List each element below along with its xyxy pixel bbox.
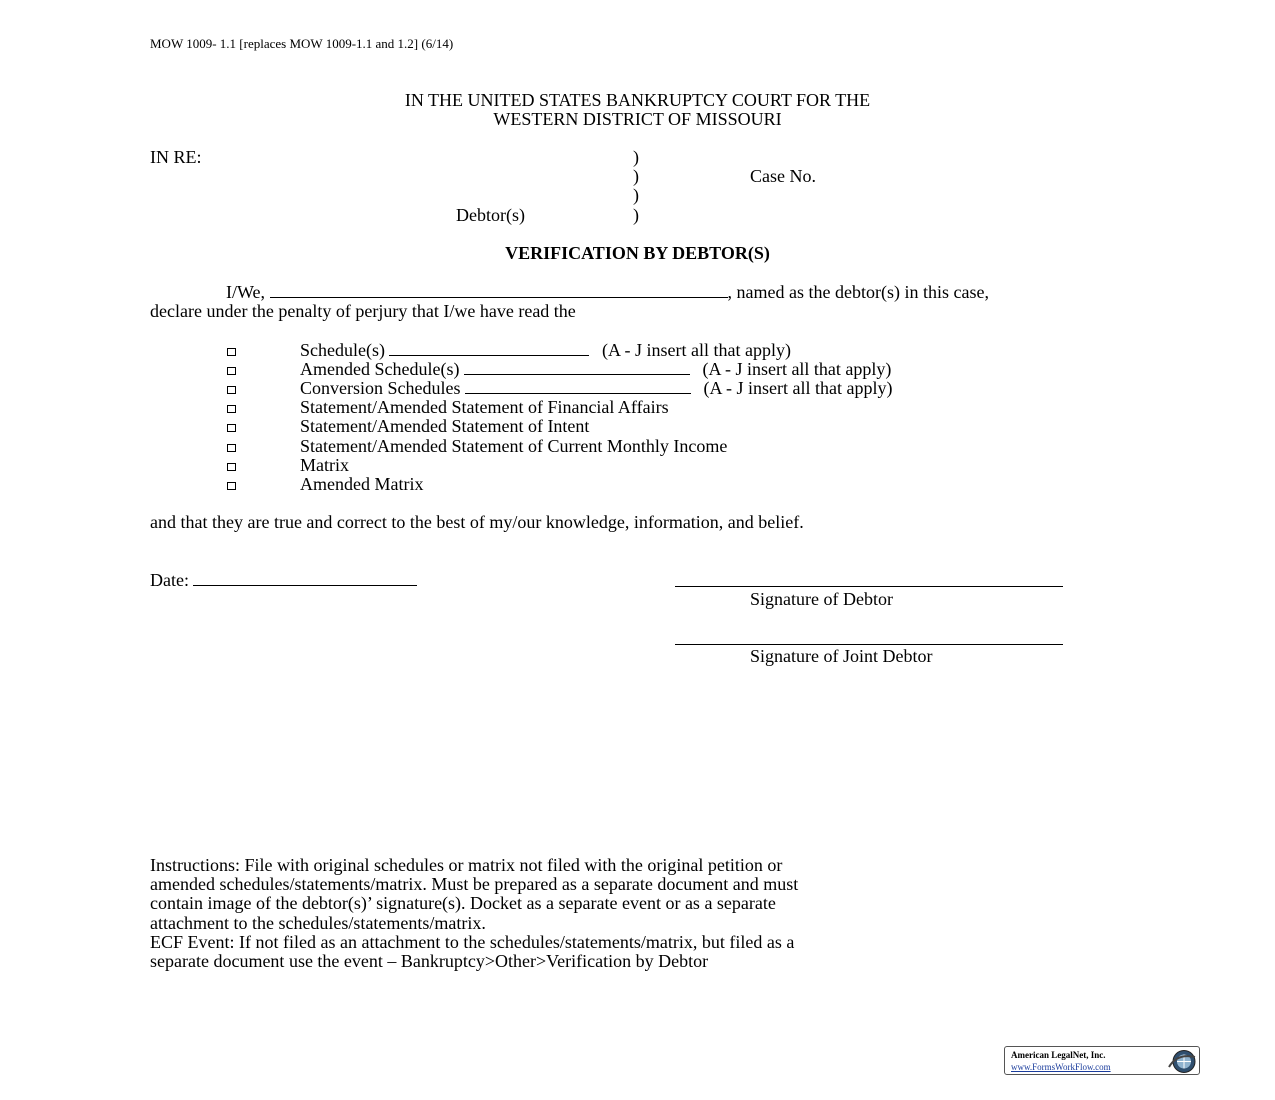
debtor-signature-label: Signature of Debtor — [750, 589, 893, 609]
instructions-line: attachment to the schedules/statements/matrix. — [150, 912, 486, 933]
document-title: VERIFICATION BY DEBTOR(S) — [505, 243, 770, 263]
case-number-label: Case No. — [750, 166, 816, 186]
item-statement-intent: Statement/Amended Statement of Intent — [300, 416, 590, 436]
joint-debtor-signature-label: Signature of Joint Debtor — [750, 646, 933, 666]
item-matrix: Matrix — [300, 455, 349, 475]
caption-paren: ) — [633, 205, 639, 225]
item-monthly-income: Statement/Amended Statement of Current Monthly Income — [300, 436, 728, 456]
instructions — [150, 856, 1110, 971]
checkbox-financial-affairs[interactable] — [227, 405, 236, 413]
item-financial-affairs: Statement/Amended Statement of Financial Affairs — [300, 397, 669, 417]
globe-logo-icon — [1165, 1049, 1199, 1074]
item-note: (A - J insert all that apply) — [601, 340, 791, 360]
item-label: Amended Schedule(s) — [300, 359, 460, 379]
checkbox-matrix[interactable] — [227, 463, 236, 471]
debtor-name-blank[interactable] — [270, 283, 728, 298]
instructions-line: ECF Event: If not filed as an attachment to the schedules/statements/matrix, but filed as a — [150, 931, 795, 952]
date-row — [150, 570, 417, 591]
badge-url-link[interactable]: www.FormsWorkFlow.com — [1011, 1062, 1111, 1072]
date-label: Date: — [150, 570, 189, 590]
debtors-label: Debtor(s) — [456, 205, 525, 225]
instructions-line: contain image of the debtor(s)’ signature(s). Docket as a separate event or as a separate — [150, 893, 776, 914]
date-blank[interactable] — [193, 571, 417, 586]
legalnet-badge[interactable] — [1004, 1046, 1200, 1075]
item-schedules — [300, 340, 791, 361]
declaration-line2: declare under the penalty of perjury that I/we have read the — [150, 301, 576, 321]
court-title-line1: IN THE UNITED STATES BANKRUPTCY COURT FOR THE — [404, 90, 871, 110]
court-title-line2: WESTERN DISTRICT OF MISSOURI — [493, 109, 782, 129]
instructions-line: Instructions: File with original schedules or matrix not filed with the original petition or — [150, 855, 783, 875]
instructions-line: separate document use the event – Bankruptcy>Other>Verification by Debtor — [150, 951, 709, 972]
declaration-suffix: , named as the debtor(s) in this case, — [727, 282, 989, 302]
item-label: Schedule(s) — [300, 340, 385, 360]
caption-paren: ) — [633, 147, 639, 167]
instructions-line: amended schedules/statements/matrix. Must be prepared as a separate document and must — [150, 874, 799, 895]
checkbox-amended-schedules[interactable] — [227, 367, 236, 375]
badge-company-name: American LegalNet, Inc. — [1011, 1050, 1106, 1060]
caption-paren: ) — [633, 166, 639, 186]
checkbox-schedules[interactable] — [227, 348, 236, 356]
checkbox-monthly-income[interactable] — [227, 444, 236, 452]
schedules-blank[interactable] — [389, 341, 589, 356]
debtor-signature-line[interactable] — [675, 586, 1063, 587]
item-label: Conversion Schedules — [300, 378, 461, 398]
checkbox-statement-intent[interactable] — [227, 424, 236, 432]
joint-debtor-signature-line[interactable] — [675, 644, 1063, 645]
declaration-prefix: I/We, — [226, 282, 266, 302]
form-id: MOW 1009- 1.1 [replaces MOW 1009-1.1 and 1.2] (6/14) — [150, 36, 454, 51]
conversion-schedules-blank[interactable] — [465, 379, 691, 394]
checkbox-amended-matrix[interactable] — [227, 482, 236, 490]
item-conversion-schedules — [300, 378, 892, 399]
item-amended-schedules — [300, 359, 891, 380]
declaration-line1 — [226, 282, 989, 303]
item-note: (A - J insert all that apply) — [702, 359, 892, 379]
amended-schedules-blank[interactable] — [464, 360, 690, 375]
item-note: (A - J insert all that apply) — [703, 378, 893, 398]
in-re-label: IN RE: — [150, 147, 202, 167]
closing-statement: and that they are true and correct to the best of my/our knowledge, information, and belief. — [150, 512, 804, 532]
checkbox-conversion-schedules[interactable] — [227, 386, 236, 394]
caption-paren: ) — [633, 185, 639, 205]
item-amended-matrix: Amended Matrix — [300, 474, 424, 494]
